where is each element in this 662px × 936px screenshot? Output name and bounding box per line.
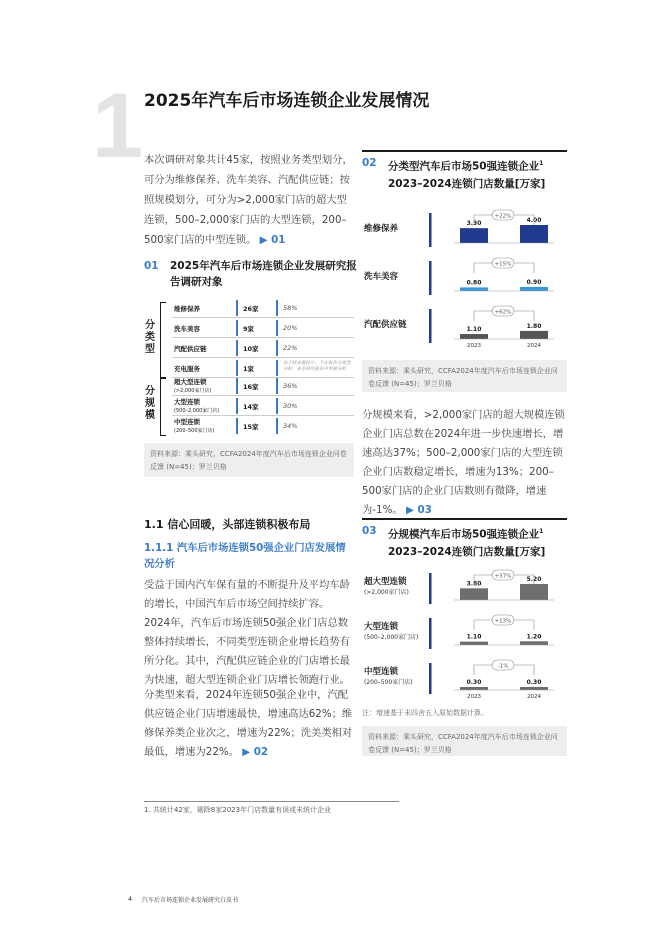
chart-03-note: 注：增速基于未四舍五入原始数据计算。 bbox=[362, 709, 488, 717]
page-number: 4 bbox=[128, 895, 133, 903]
category-sub-label: (200–500家门店) bbox=[364, 679, 413, 686]
bar-value-label: 1.10 bbox=[466, 633, 482, 641]
row-count: 16家 bbox=[243, 383, 259, 391]
category-label: 大型连锁 bbox=[364, 622, 399, 632]
page-title: 2025年汽车后市场连锁企业发展情况 bbox=[144, 91, 430, 111]
category-accent-bar bbox=[429, 573, 432, 604]
bar-value-label: 0.30 bbox=[466, 679, 482, 686]
row-count: 1家 bbox=[243, 365, 255, 373]
category-accent-bar bbox=[429, 261, 432, 295]
intro-text: 本次调研对象共计45家，按照业务类型划分，可分为维修保养、洗车美容、汽配供应链；按照规模划分，可分为>2,000家门店的超大型连锁，500–2,000家门店的大型连锁，200–500家门店的中型连锁。 bbox=[144, 154, 353, 246]
bar bbox=[520, 331, 548, 339]
chapter-number: 1 bbox=[92, 75, 144, 177]
x-tick-label: 2023 bbox=[467, 694, 481, 700]
group-label-scale: 分规模 bbox=[145, 386, 155, 421]
growth-label: +13% bbox=[494, 618, 512, 625]
bar-value-label: 1.10 bbox=[466, 326, 482, 334]
figure-ref-01[interactable]: ▶ 01 bbox=[259, 234, 286, 246]
survey-row bbox=[172, 318, 354, 338]
category-accent-bar bbox=[429, 213, 432, 247]
chart-02 bbox=[362, 205, 567, 355]
group-label-type: 分类型 bbox=[145, 320, 155, 355]
row-count: 26家 bbox=[243, 305, 259, 313]
row-name: 洗车美容 bbox=[174, 325, 200, 333]
source-note-03: 资料来源：乘头研究，CCFA2024年度汽车后市场连锁企业问卷反馈 (N=45)；罗兰贝格 bbox=[362, 726, 567, 756]
row-count: 15家 bbox=[243, 423, 259, 431]
category-sub-label: (500–2,000家门店) bbox=[364, 634, 419, 641]
category-accent-bar bbox=[429, 618, 432, 649]
row-divider bbox=[276, 320, 278, 336]
figure-ref-02[interactable]: ▶ 02 bbox=[242, 746, 269, 758]
bar bbox=[520, 225, 548, 243]
bar-value-label: 3.80 bbox=[466, 580, 482, 588]
bar bbox=[520, 287, 548, 291]
growth-label: +37% bbox=[494, 573, 512, 580]
footnote-rule bbox=[144, 801, 399, 802]
row-note: 由于样本量较小，不在报告分类型分析，未在研究报告中单独分析 bbox=[283, 361, 351, 372]
bar bbox=[520, 641, 548, 645]
brace-type bbox=[160, 302, 166, 378]
growth-label: +15% bbox=[494, 261, 512, 268]
category-label: 中型连锁 bbox=[364, 667, 399, 677]
growth-label: +22% bbox=[494, 213, 512, 220]
bar bbox=[520, 584, 548, 600]
bar bbox=[460, 642, 488, 645]
row-pct: 34% bbox=[283, 422, 298, 430]
growth-label: +62% bbox=[494, 309, 512, 316]
row-name: 超大型连锁 (>2,000家门店) bbox=[174, 378, 212, 394]
row-pct: 58% bbox=[283, 304, 298, 312]
source-note-01: 资料来源：乘头研究，CCFA2024年度汽车后市场连锁企业问卷反馈 (N=45)；罗兰贝格 bbox=[144, 443, 354, 477]
bar bbox=[460, 334, 488, 339]
footnote: 1. 共统计42家，剔除8家2023年门店数量有误或未统计企业 bbox=[144, 806, 332, 814]
survey-row bbox=[172, 376, 354, 396]
category-sub-label: (>2,000家门店) bbox=[364, 589, 409, 596]
bar bbox=[520, 687, 548, 690]
row-count: 14家 bbox=[243, 403, 259, 411]
paragraph-2-text: 分类型来看，2024年连锁50强企业中，汽配供应链企业门店增速最快，增速高达62%；维修保养类企业次之，增速为22%；洗美类相对最低，增速为22%。 bbox=[144, 689, 353, 758]
survey-row bbox=[172, 396, 354, 416]
bar-value-label: 5.20 bbox=[526, 576, 542, 583]
row-divider bbox=[276, 378, 278, 394]
bar-value-label: 0.80 bbox=[466, 279, 482, 287]
source-note-02: 资料来源：乘头研究，CCFA2024年度汽车后市场连锁企业问卷反馈 (N=45)；罗兰贝格 bbox=[362, 360, 567, 392]
row-name: 大型连锁 (500–2,000家门店) bbox=[174, 398, 220, 414]
paragraph-3-text: 分规模来看，>2,000家门店的超大规模连锁企业门店总数在2024年进一步快速增长，增速高达37%；500–2,000家门店的大型连锁企业门店数稳定增长，增速为13%；200–500家门店的企业门店数则有微降，增速为-1%。 bbox=[362, 409, 565, 516]
row-divider bbox=[236, 340, 238, 356]
chart-title-text: 分规模汽车后市场50强连锁企业$^1$ 2023–2024连锁门店数量[万家] bbox=[388, 528, 546, 558]
growth-label: -1% bbox=[497, 663, 509, 670]
category-label: 维修保养 bbox=[364, 224, 399, 234]
row-name: 维修保养 bbox=[174, 305, 200, 313]
figure-ref-03[interactable]: ▶ 03 bbox=[405, 504, 432, 516]
chart-number: 02 bbox=[362, 157, 377, 169]
bar-value-label: 1.80 bbox=[526, 322, 542, 330]
x-tick-label: 2023 bbox=[467, 343, 481, 349]
row-name: 充电服务 bbox=[174, 365, 200, 373]
row-divider bbox=[236, 378, 238, 394]
row-divider bbox=[276, 398, 278, 414]
row-divider bbox=[236, 360, 238, 376]
brace-scale bbox=[160, 378, 166, 436]
bar bbox=[460, 687, 488, 690]
row-pct: 30% bbox=[283, 402, 298, 410]
category-label: 超大型连锁 bbox=[364, 577, 407, 587]
section-title: 2025年汽车后市场连锁企业发展研究报告调研对象 bbox=[170, 260, 357, 288]
survey-row bbox=[172, 416, 354, 436]
row-pct: 20% bbox=[283, 324, 298, 332]
bar-value-label: 0.90 bbox=[526, 278, 542, 286]
paragraph-3 bbox=[362, 406, 572, 520]
chart-03 bbox=[362, 565, 567, 705]
section-number: 01 bbox=[144, 260, 159, 272]
row-divider bbox=[236, 320, 238, 336]
survey-row bbox=[172, 298, 354, 318]
row-name: 汽配供应链 bbox=[174, 345, 207, 353]
row-name: 中型连锁 (200–500家门店) bbox=[174, 418, 215, 434]
survey-table bbox=[144, 298, 354, 436]
row-divider bbox=[236, 300, 238, 316]
chart-title-text: 分类型汽车后市场50强连锁企业$^1$ 2023–2024连锁门店数量[万家] bbox=[388, 160, 546, 190]
row-divider bbox=[276, 418, 278, 434]
survey-row bbox=[172, 358, 354, 378]
row-divider bbox=[236, 418, 238, 434]
chart-number: 03 bbox=[362, 525, 377, 537]
x-tick-label: 2024 bbox=[527, 694, 541, 700]
paragraph-2 bbox=[144, 686, 354, 762]
bar-value-label: 1.20 bbox=[526, 633, 542, 641]
bar bbox=[460, 287, 488, 291]
category-label: 汽配供应链 bbox=[364, 320, 407, 330]
row-divider bbox=[236, 398, 238, 414]
row-divider bbox=[276, 300, 278, 316]
row-divider bbox=[276, 340, 278, 356]
bar-value-label: 4.00 bbox=[526, 217, 542, 224]
category-accent-bar bbox=[429, 663, 432, 694]
bar bbox=[460, 228, 488, 243]
chart-03-rule bbox=[362, 518, 567, 520]
intro-paragraph bbox=[144, 150, 354, 250]
paragraph-1: 受益于国内汽车保有量的不断提升及平均车龄的增长，中国汽车后市场空间持续扩容。2024年，汽车后市场连锁50强企业门店总数整体持续增长，不同类型连锁企业增长趋势有所分化。其中，汽配供应链企业的门店增长最为快速，超大型连锁企业门店增长领跑行业。 bbox=[144, 579, 350, 686]
row-divider bbox=[276, 360, 278, 376]
survey-row bbox=[172, 338, 354, 358]
chart-02-rule bbox=[362, 150, 567, 152]
x-tick-label: 2024 bbox=[527, 343, 541, 349]
row-pct: 22% bbox=[283, 344, 298, 352]
heading-1-1: 1.1 信心回暖，头部连锁积极布局 bbox=[144, 518, 311, 531]
heading-1-1-1: 1.1.1 汽车后市场连锁50强企业门店发展情况分析 bbox=[144, 542, 346, 570]
page-label: 汽车后市场连锁企业发展研究白皮书 bbox=[142, 897, 239, 904]
row-pct: 36% bbox=[283, 382, 298, 390]
category-label: 洗车美容 bbox=[364, 272, 399, 282]
bar-value-label: 0.30 bbox=[526, 679, 542, 686]
bar-value-label: 3.30 bbox=[466, 220, 482, 228]
bar bbox=[460, 588, 488, 600]
row-count: 9家 bbox=[243, 325, 255, 333]
category-accent-bar bbox=[429, 309, 432, 343]
row-count: 10家 bbox=[243, 345, 259, 353]
